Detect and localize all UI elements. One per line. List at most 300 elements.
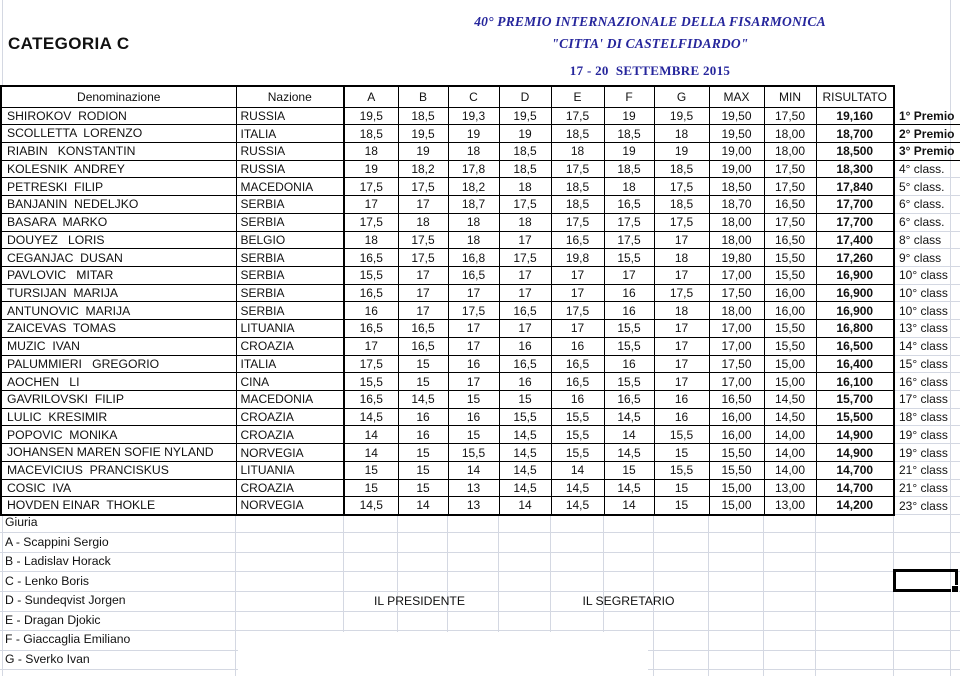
cell-min[interactable]: 16,00: [764, 284, 816, 302]
cell-min[interactable]: 14,50: [764, 408, 816, 426]
cell-score[interactable]: 16,5: [604, 391, 654, 409]
cell-result[interactable]: 14,700: [816, 479, 894, 497]
cell-min[interactable]: 17,50: [764, 160, 816, 178]
rank-cell[interactable]: 9° class: [894, 249, 960, 267]
cell-score[interactable]: 17,5: [499, 249, 551, 267]
rank-cell[interactable]: 19° class: [894, 426, 960, 444]
cell-score[interactable]: 17: [654, 266, 709, 284]
cell-score[interactable]: 18: [344, 142, 398, 160]
cell-score[interactable]: 15,5: [604, 249, 654, 267]
cell-score[interactable]: 19: [398, 142, 448, 160]
cell-score[interactable]: 16,5: [398, 320, 448, 338]
cell-name[interactable]: POPOVIC MONIKA: [1, 426, 236, 444]
cell-score[interactable]: 15: [398, 355, 448, 373]
rank-cell[interactable]: 21° class: [894, 479, 960, 497]
rank-cell[interactable]: 13° class: [894, 320, 960, 338]
cell-min[interactable]: 17,50: [764, 213, 816, 231]
cell-max[interactable]: 17,50: [709, 355, 764, 373]
cell-score[interactable]: 16,5: [344, 320, 398, 338]
cell-nation[interactable]: CROAZIA: [236, 426, 344, 444]
cell-score[interactable]: 14: [604, 497, 654, 515]
cell-name[interactable]: TURSIJAN MARIJA: [1, 284, 236, 302]
table-row[interactable]: [1, 355, 960, 373]
rank-cell[interactable]: 1° Premio: [894, 107, 960, 125]
table-row[interactable]: [1, 196, 960, 214]
cell-max[interactable]: 18,00: [709, 231, 764, 249]
cell-score[interactable]: 18: [344, 231, 398, 249]
cell-min[interactable]: 14,50: [764, 391, 816, 409]
cell-score[interactable]: 19: [448, 125, 499, 143]
cell-min[interactable]: 14,00: [764, 461, 816, 479]
cell-name[interactable]: AOCHEN LI: [1, 373, 236, 391]
cell-score[interactable]: 17: [551, 266, 604, 284]
cell-score[interactable]: 17: [499, 266, 551, 284]
cell-score[interactable]: 17,5: [499, 196, 551, 214]
cell-min[interactable]: 13,00: [764, 497, 816, 515]
cell-min[interactable]: 16,50: [764, 231, 816, 249]
cell-score[interactable]: 16: [344, 302, 398, 320]
cell-score[interactable]: 15,5: [551, 444, 604, 462]
rank-cell[interactable]: 18° class: [894, 408, 960, 426]
cell-name[interactable]: PALUMMIERI GREGORIO: [1, 355, 236, 373]
cell-score[interactable]: 17,5: [344, 355, 398, 373]
cell-score[interactable]: 15,5: [654, 461, 709, 479]
table-row[interactable]: [1, 178, 960, 196]
cell-nation[interactable]: SERBIA: [236, 196, 344, 214]
cell-min[interactable]: 18,00: [764, 125, 816, 143]
cell-min[interactable]: 14,00: [764, 444, 816, 462]
jury-label[interactable]: Giuria: [5, 515, 38, 529]
cell-score[interactable]: 14: [448, 461, 499, 479]
cell-score[interactable]: 14: [551, 461, 604, 479]
table-row[interactable]: [1, 142, 960, 160]
cell-score[interactable]: 19,3: [448, 107, 499, 125]
cell-score[interactable]: 14,5: [499, 461, 551, 479]
cell-name[interactable]: GAVRILOVSKI FILIP: [1, 391, 236, 409]
cell-name[interactable]: LULIC KRESIMIR: [1, 408, 236, 426]
cell-nation[interactable]: RUSSIA: [236, 160, 344, 178]
cell-score[interactable]: 19,5: [499, 107, 551, 125]
table-row[interactable]: [1, 373, 960, 391]
cell-score[interactable]: 16,5: [551, 373, 604, 391]
rank-cell[interactable]: 10° class: [894, 284, 960, 302]
cell-score[interactable]: 18,5: [654, 196, 709, 214]
table-row[interactable]: [1, 479, 960, 497]
col-header-f[interactable]: F: [604, 86, 654, 107]
cell-result[interactable]: 14,200: [816, 497, 894, 515]
cell-score[interactable]: 16: [448, 355, 499, 373]
cell-score[interactable]: 18,5: [551, 196, 604, 214]
cell-result[interactable]: 16,900: [816, 284, 894, 302]
cell-name[interactable]: BANJANIN NEDELJKO: [1, 196, 236, 214]
cell-score[interactable]: 18: [448, 142, 499, 160]
rank-cell[interactable]: 10° class: [894, 302, 960, 320]
cell-score[interactable]: 15,5: [604, 337, 654, 355]
cell-score[interactable]: 16,5: [604, 196, 654, 214]
cell-score[interactable]: 17: [398, 302, 448, 320]
cell-score[interactable]: 17,5: [398, 249, 448, 267]
cell-min[interactable]: 17,50: [764, 107, 816, 125]
cell-name[interactable]: PETRESKI FILIP: [1, 178, 236, 196]
cell-nation[interactable]: BELGIO: [236, 231, 344, 249]
cell-name[interactable]: BASARA MARKO: [1, 213, 236, 231]
cell-max[interactable]: 19,50: [709, 107, 764, 125]
cell-score[interactable]: 17,5: [448, 302, 499, 320]
table-row[interactable]: [1, 426, 960, 444]
cell-score[interactable]: 19: [499, 125, 551, 143]
cell-score[interactable]: 17: [551, 284, 604, 302]
table-row[interactable]: [1, 302, 960, 320]
cell-score[interactable]: 18,5: [398, 107, 448, 125]
cell-score[interactable]: 16: [398, 426, 448, 444]
cell-score[interactable]: 18: [654, 249, 709, 267]
cell-score[interactable]: 14,5: [604, 408, 654, 426]
competition-title[interactable]: [340, 14, 960, 79]
cell-nation[interactable]: RUSSIA: [236, 142, 344, 160]
cell-score[interactable]: 17: [499, 284, 551, 302]
col-header-nazione[interactable]: Nazione: [236, 86, 344, 107]
cell-score[interactable]: 15,5: [604, 373, 654, 391]
cell-score[interactable]: 19: [604, 107, 654, 125]
cell-score[interactable]: 17,5: [398, 231, 448, 249]
cell-score[interactable]: 17: [654, 373, 709, 391]
cell-result[interactable]: 16,500: [816, 337, 894, 355]
cell-max[interactable]: 15,00: [709, 497, 764, 515]
cell-min[interactable]: 17,50: [764, 178, 816, 196]
cell-result[interactable]: 17,700: [816, 196, 894, 214]
cell-score[interactable]: 16,5: [344, 391, 398, 409]
cell-nation[interactable]: CROAZIA: [236, 408, 344, 426]
selected-cell[interactable]: [893, 569, 958, 592]
cell-score[interactable]: 14: [499, 497, 551, 515]
cell-name[interactable]: MUZIC IVAN: [1, 337, 236, 355]
cell-score[interactable]: 16: [448, 408, 499, 426]
cell-score[interactable]: 15,5: [551, 426, 604, 444]
col-header-denominazione[interactable]: Denominazione: [1, 86, 236, 107]
cell-score[interactable]: 17: [654, 337, 709, 355]
cell-nation[interactable]: NORVEGIA: [236, 444, 344, 462]
jury-member[interactable]: B - Ladislav Horack: [5, 554, 111, 569]
cell-score[interactable]: 18: [499, 178, 551, 196]
cell-nation[interactable]: SERBIA: [236, 213, 344, 231]
cell-score[interactable]: 14,5: [344, 408, 398, 426]
cell-score[interactable]: 18,5: [604, 125, 654, 143]
cell-score[interactable]: 15,5: [344, 266, 398, 284]
cell-score[interactable]: 15: [499, 391, 551, 409]
table-row[interactable]: [1, 337, 960, 355]
cell-score[interactable]: 15: [448, 426, 499, 444]
cell-max[interactable]: 18,00: [709, 213, 764, 231]
jury-member[interactable]: E - Dragan Djokic: [5, 612, 101, 627]
col-header-a[interactable]: A: [344, 86, 398, 107]
cell-score[interactable]: 14,5: [344, 497, 398, 515]
cell-max[interactable]: 19,00: [709, 160, 764, 178]
cell-score[interactable]: 16: [499, 373, 551, 391]
cell-nation[interactable]: LITUANIA: [236, 320, 344, 338]
cell-score[interactable]: 16,5: [344, 249, 398, 267]
rank-cell[interactable]: 10° class: [894, 266, 960, 284]
cell-score[interactable]: 17,5: [654, 178, 709, 196]
cell-min[interactable]: 16,00: [764, 302, 816, 320]
rank-cell[interactable]: 15° class: [894, 355, 960, 373]
cell-result[interactable]: 14,700: [816, 461, 894, 479]
cell-score[interactable]: 17,5: [344, 178, 398, 196]
cell-score[interactable]: 18: [551, 142, 604, 160]
cell-result[interactable]: 14,900: [816, 444, 894, 462]
cell-score[interactable]: 18: [398, 213, 448, 231]
cell-score[interactable]: 17,5: [551, 160, 604, 178]
table-row[interactable]: [1, 266, 960, 284]
cell-max[interactable]: 19,80: [709, 249, 764, 267]
cell-name[interactable]: DOUYEZ LORIS: [1, 231, 236, 249]
cell-result[interactable]: 17,260: [816, 249, 894, 267]
cell-score[interactable]: 17,5: [551, 107, 604, 125]
rank-cell[interactable]: 6° class.: [894, 196, 960, 214]
president-label[interactable]: IL PRESIDENTE: [374, 594, 465, 608]
cell-min[interactable]: 14,00: [764, 426, 816, 444]
cell-score[interactable]: 17: [604, 266, 654, 284]
cell-nation[interactable]: MACEDONIA: [236, 391, 344, 409]
cell-score[interactable]: 13: [448, 479, 499, 497]
category-title[interactable]: CATEGORIA C: [8, 34, 130, 53]
cell-score[interactable]: 14: [344, 444, 398, 462]
cell-name[interactable]: MACEVICIUS PRANCISKUS: [1, 461, 236, 479]
cell-score[interactable]: 14: [398, 497, 448, 515]
cell-score[interactable]: 19,5: [654, 107, 709, 125]
cell-score[interactable]: 18: [654, 125, 709, 143]
cell-score[interactable]: 17: [654, 320, 709, 338]
cell-score[interactable]: 14,5: [551, 479, 604, 497]
cell-score[interactable]: 15,5: [654, 426, 709, 444]
cell-score[interactable]: 16: [398, 408, 448, 426]
cell-result[interactable]: 19,160: [816, 107, 894, 125]
cell-score[interactable]: 19,8: [551, 249, 604, 267]
cell-result[interactable]: 14,900: [816, 426, 894, 444]
cell-name[interactable]: ANTUNOVIC MARIJA: [1, 302, 236, 320]
table-row[interactable]: [1, 497, 960, 515]
cell-result[interactable]: 15,700: [816, 391, 894, 409]
cell-name[interactable]: COSIC IVA: [1, 479, 236, 497]
cell-score[interactable]: 14,5: [499, 426, 551, 444]
cell-max[interactable]: 19,50: [709, 125, 764, 143]
rank-cell[interactable]: 19° class: [894, 444, 960, 462]
cell-nation[interactable]: CROAZIA: [236, 479, 344, 497]
cell-score[interactable]: 19: [604, 142, 654, 160]
table-row[interactable]: [1, 408, 960, 426]
cell-score[interactable]: 17,5: [654, 284, 709, 302]
cell-score[interactable]: 16: [604, 355, 654, 373]
cell-score[interactable]: 14,5: [604, 444, 654, 462]
cell-score[interactable]: 14,5: [551, 497, 604, 515]
cell-score[interactable]: 15: [398, 461, 448, 479]
cell-score[interactable]: 17,5: [344, 213, 398, 231]
cell-max[interactable]: 18,50: [709, 178, 764, 196]
rank-cell[interactable]: 2° Premio: [894, 125, 960, 143]
cell-result[interactable]: 17,400: [816, 231, 894, 249]
cell-score[interactable]: 17: [448, 320, 499, 338]
cell-score[interactable]: 18,5: [499, 160, 551, 178]
cell-score[interactable]: 18: [654, 302, 709, 320]
rank-cell[interactable]: 16° class: [894, 373, 960, 391]
cell-score[interactable]: 15: [604, 461, 654, 479]
cell-score[interactable]: 16,5: [499, 355, 551, 373]
cell-nation[interactable]: ITALIA: [236, 355, 344, 373]
cell-score[interactable]: 18,5: [499, 142, 551, 160]
table-row[interactable]: [1, 107, 960, 125]
jury-member[interactable]: G - Sverko Ivan: [5, 651, 90, 666]
cell-score[interactable]: 15: [344, 461, 398, 479]
col-header-c[interactable]: C: [448, 86, 499, 107]
cell-score[interactable]: 17: [654, 231, 709, 249]
cell-name[interactable]: RIABIN KONSTANTIN: [1, 142, 236, 160]
cell-score[interactable]: 15: [654, 444, 709, 462]
cell-min[interactable]: 15,50: [764, 249, 816, 267]
cell-nation[interactable]: MACEDONIA: [236, 178, 344, 196]
cell-score[interactable]: 17: [344, 196, 398, 214]
cell-score[interactable]: 19: [344, 160, 398, 178]
jury-member[interactable]: D - Sundeqvist Jorgen: [5, 593, 126, 608]
cell-name[interactable]: PAVLOVIC MITAR: [1, 266, 236, 284]
cell-score[interactable]: 17: [499, 320, 551, 338]
cell-name[interactable]: SCOLLETTA LORENZO: [1, 125, 236, 143]
cell-max[interactable]: 16,50: [709, 391, 764, 409]
cell-score[interactable]: 15: [344, 479, 398, 497]
cell-score[interactable]: 17,5: [604, 213, 654, 231]
cell-max[interactable]: 19,00: [709, 142, 764, 160]
rank-cell[interactable]: 23° class: [894, 497, 960, 515]
jury-member[interactable]: F - Giaccaglia Emiliano: [5, 632, 131, 647]
col-header-max[interactable]: MAX: [709, 86, 764, 107]
table-row[interactable]: [1, 231, 960, 249]
cell-score[interactable]: 17: [448, 284, 499, 302]
table-row[interactable]: [1, 444, 960, 462]
cell-score[interactable]: 14: [604, 426, 654, 444]
cell-score[interactable]: 18: [448, 231, 499, 249]
cell-score[interactable]: 15,5: [448, 444, 499, 462]
table-row[interactable]: [1, 249, 960, 267]
cell-score[interactable]: 16,5: [448, 266, 499, 284]
cell-result[interactable]: 16,800: [816, 320, 894, 338]
cell-score[interactable]: 16,5: [344, 284, 398, 302]
table-row[interactable]: [1, 461, 960, 479]
col-header-b[interactable]: B: [398, 86, 448, 107]
cell-score[interactable]: 18,2: [398, 160, 448, 178]
cell-name[interactable]: ZAICEVAS TOMAS: [1, 320, 236, 338]
cell-min[interactable]: 18,00: [764, 142, 816, 160]
cell-score[interactable]: 17,5: [654, 213, 709, 231]
rank-cell[interactable]: 21° class: [894, 461, 960, 479]
cell-score[interactable]: 17,8: [448, 160, 499, 178]
cell-score[interactable]: 16,5: [398, 337, 448, 355]
col-header-d[interactable]: D: [499, 86, 551, 107]
cell-score[interactable]: 18,5: [654, 160, 709, 178]
cell-min[interactable]: 15,50: [764, 320, 816, 338]
fill-handle[interactable]: [951, 585, 959, 593]
cell-min[interactable]: 13,00: [764, 479, 816, 497]
cell-name[interactable]: JOHANSEN MAREN SOFIE NYLAND: [1, 444, 236, 462]
cell-score[interactable]: 18,5: [344, 125, 398, 143]
cell-score[interactable]: 16,5: [551, 355, 604, 373]
cell-score[interactable]: 15: [448, 391, 499, 409]
cell-score[interactable]: 16: [654, 408, 709, 426]
cell-score[interactable]: 15,5: [344, 373, 398, 391]
table-row[interactable]: [1, 391, 960, 409]
cell-score[interactable]: 17: [551, 320, 604, 338]
rank-cell[interactable]: 6° class.: [894, 213, 960, 231]
cell-name[interactable]: SHIROKOV RODION: [1, 107, 236, 125]
cell-min[interactable]: 15,50: [764, 266, 816, 284]
cell-name[interactable]: CEGANJAC DUSAN: [1, 249, 236, 267]
col-header-risultato[interactable]: RISULTATO: [816, 86, 894, 107]
cell-score[interactable]: 17: [448, 337, 499, 355]
cell-score[interactable]: 17: [398, 196, 448, 214]
cell-score[interactable]: 15: [654, 479, 709, 497]
cell-min[interactable]: 16,50: [764, 196, 816, 214]
cell-score[interactable]: 15,5: [499, 408, 551, 426]
cell-max[interactable]: 15,50: [709, 461, 764, 479]
cell-nation[interactable]: SERBIA: [236, 284, 344, 302]
jury-member[interactable]: A - Scappini Sergio: [5, 534, 109, 549]
cell-min[interactable]: 15,50: [764, 337, 816, 355]
cell-score[interactable]: 16: [604, 284, 654, 302]
cell-score[interactable]: 16,5: [499, 302, 551, 320]
cell-result[interactable]: 16,400: [816, 355, 894, 373]
cell-nation[interactable]: RUSSIA: [236, 107, 344, 125]
table-row[interactable]: [1, 320, 960, 338]
cell-nation[interactable]: CINA: [236, 373, 344, 391]
col-header-e[interactable]: E: [551, 86, 604, 107]
cell-score[interactable]: 15: [398, 373, 448, 391]
cell-score[interactable]: 19,5: [398, 125, 448, 143]
cell-score[interactable]: 18: [604, 178, 654, 196]
cell-score[interactable]: 15: [654, 497, 709, 515]
cell-max[interactable]: 18,70: [709, 196, 764, 214]
cell-nation[interactable]: SERBIA: [236, 249, 344, 267]
cell-min[interactable]: 15,00: [764, 373, 816, 391]
table-row[interactable]: [1, 213, 960, 231]
cell-max[interactable]: 17,50: [709, 284, 764, 302]
cell-score[interactable]: 17,5: [398, 178, 448, 196]
cell-score[interactable]: 15,5: [604, 320, 654, 338]
cell-score[interactable]: 16,8: [448, 249, 499, 267]
cell-score[interactable]: 17: [499, 231, 551, 249]
cell-score[interactable]: 14,5: [398, 391, 448, 409]
cell-max[interactable]: 18,00: [709, 302, 764, 320]
cell-score[interactable]: 17: [654, 355, 709, 373]
cell-max[interactable]: 15,50: [709, 444, 764, 462]
rank-cell[interactable]: 5° class.: [894, 178, 960, 196]
cell-result[interactable]: 17,700: [816, 213, 894, 231]
rank-cell[interactable]: 8° class: [894, 231, 960, 249]
cell-score[interactable]: 15: [398, 444, 448, 462]
cell-score[interactable]: 18: [499, 213, 551, 231]
cell-score[interactable]: 18,5: [604, 160, 654, 178]
cell-max[interactable]: 17,00: [709, 320, 764, 338]
cell-score[interactable]: 19: [654, 142, 709, 160]
jury-member[interactable]: C - Lenko Boris: [5, 573, 89, 588]
cell-result[interactable]: 17,840: [816, 178, 894, 196]
cell-score[interactable]: 14,5: [499, 479, 551, 497]
cell-nation[interactable]: LITUANIA: [236, 461, 344, 479]
cell-nation[interactable]: CROAZIA: [236, 337, 344, 355]
cell-score[interactable]: 14,5: [499, 444, 551, 462]
cell-result[interactable]: 16,100: [816, 373, 894, 391]
cell-score[interactable]: 18,5: [551, 178, 604, 196]
cell-result[interactable]: 16,900: [816, 266, 894, 284]
table-row[interactable]: [1, 125, 960, 143]
cell-score[interactable]: 14: [344, 426, 398, 444]
col-header-g[interactable]: G: [654, 86, 709, 107]
